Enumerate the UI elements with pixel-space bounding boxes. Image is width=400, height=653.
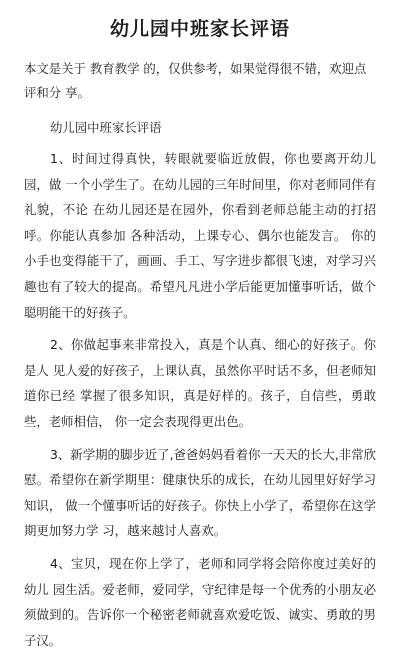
page-title: 幼儿园中班家长评语 bbox=[109, 18, 290, 40]
intro-text: 本文是关于 教育教学 的，仅供参考，如果觉得很不错，欢迎点评和分 享。 bbox=[24, 61, 367, 100]
comment-paragraph-4: 4、宝贝，现在你上学了，老师和同学将会陪你度过美好的幼儿 园生活。爱老师，爱同学，守纪律是每一个优秀的小朋友必须做到的。告诉你一个秘密老师就喜欢爱吃饭、诚实、勇敢的男子汉。 bbox=[24, 555, 376, 648]
section-subtitle: 幼儿园中班家长评语 bbox=[50, 120, 162, 135]
comment-paragraph-1: 1、时间过得真快，转眼就要临近放假，你也要离开幼儿园，做 一个小学生了。在幼儿园的三年时间里，你对老师同伴有礼貌，不论 在幼儿园还是在园外，你看到老师总能主动的打招呼。你能认真参加 各种活动，上课专心、偶尔也能发言。 你的小手也变得能干了，画画、手工、写字进步都很飞速，对学习兴趣也有了较大的提高。希望凡凡进小学后能更加懂事听话，做个聪明能干的好孩子。 bbox=[24, 151, 376, 320]
comment-paragraph-2: 2、你做起事来非常投入，真是个认真、细心的好孩子。你是人 见人爱的好孩子，上课认真，虽然你平时话不多，但老师知道你已经 掌握了很多知识，真是好样的。孩子，自信些，勇敢些，老师相信， 你一定会表现得更出色。 bbox=[24, 337, 376, 429]
comment-paragraph-3: 3、新学期的脚步近了,爸爸妈妈看着你一天天的长大,非常欣 慰。希望你在新学期里：健康快乐的成长，在幼儿园里好好学习知识， 做一个懂事听话的好孩子。你快上小学了，希望你在这学期更加努力学 习，越来越讨人喜欢。 bbox=[24, 446, 376, 539]
